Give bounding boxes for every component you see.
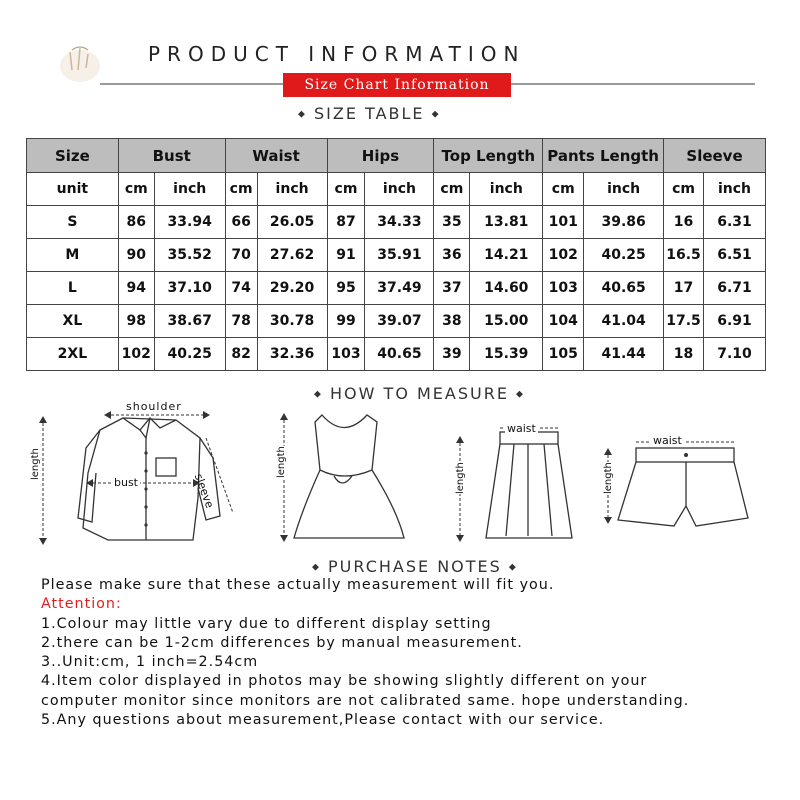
shorts-waist-label: waist <box>653 434 682 447</box>
unit-cell: inch <box>704 173 766 206</box>
table-cell: 38.67 <box>154 305 225 338</box>
table-cell: 102 <box>118 338 154 371</box>
table-cell: 39 <box>434 338 470 371</box>
table-row <box>27 305 766 338</box>
shorts-length-label: length <box>603 462 614 494</box>
unit-cell: inch <box>154 173 225 206</box>
table-row <box>27 338 766 371</box>
table-cell: 40.25 <box>584 239 664 272</box>
table-cell: 15.00 <box>470 305 543 338</box>
sleeve-label: sleeve <box>191 472 217 510</box>
table-cell: 70 <box>225 239 257 272</box>
table-cell: 98 <box>118 305 154 338</box>
unit-row <box>27 173 766 206</box>
brand-logo <box>58 40 108 86</box>
unit-cell: inch <box>470 173 543 206</box>
dress-diagram <box>272 410 422 550</box>
unit-cell: unit <box>27 173 119 206</box>
table-cell: 86 <box>118 206 154 239</box>
table-cell: 30.78 <box>257 305 327 338</box>
table-cell: 6.31 <box>704 206 766 239</box>
dress-length-label: length <box>276 446 287 478</box>
bullet-icon: ◆ <box>431 109 441 120</box>
table-cell: 29.20 <box>257 272 327 305</box>
table-cell: 6.51 <box>704 239 766 272</box>
table-cell: 33.94 <box>154 206 225 239</box>
table-cell: 103 <box>543 272 584 305</box>
note-item: computer monitor since monitors are not calibrated same. hope understanding. <box>41 692 690 709</box>
shirt-diagram <box>28 398 258 548</box>
size-table <box>26 138 766 371</box>
table-cell: 35.91 <box>365 239 434 272</box>
table-cell: 18 <box>664 338 704 371</box>
table-cell: 74 <box>225 272 257 305</box>
table-cell: 39.07 <box>365 305 434 338</box>
table-cell: 16.5 <box>664 239 704 272</box>
how-to-measure-heading <box>314 384 525 403</box>
note-item: 5.Any questions about measurement,Please contact with our service. <box>41 712 605 729</box>
table-cell: 14.21 <box>470 239 543 272</box>
table-cell: 34.33 <box>365 206 434 239</box>
table-header-row <box>27 139 766 173</box>
table-cell: 87 <box>327 206 365 239</box>
table-cell: 14.60 <box>470 272 543 305</box>
skirt-length-label: length <box>455 462 466 494</box>
size-chart-banner: Size Chart Information <box>283 73 511 97</box>
table-cell: 105 <box>543 338 584 371</box>
table-row <box>27 239 766 272</box>
table-cell: 40.65 <box>584 272 664 305</box>
table-cell: 40.65 <box>365 338 434 371</box>
shoulder-label: shoulder <box>126 400 182 413</box>
bullet-icon: ◆ <box>314 389 323 400</box>
table-cell: 37.10 <box>154 272 225 305</box>
table-cell: 37.49 <box>365 272 434 305</box>
unit-cell: cm <box>327 173 365 206</box>
bullet-icon: ◆ <box>508 562 518 573</box>
table-cell: 6.71 <box>704 272 766 305</box>
table-cell: 39.86 <box>584 206 664 239</box>
unit-cell: inch <box>257 173 327 206</box>
table-cell: 41.04 <box>584 305 664 338</box>
table-cell: 41.44 <box>584 338 664 371</box>
column-header: Size <box>27 139 119 173</box>
table-cell: 103 <box>327 338 365 371</box>
table-cell: 15.39 <box>470 338 543 371</box>
page-title: PRODUCT INFORMATION <box>148 42 526 66</box>
unit-cell: inch <box>365 173 434 206</box>
size-label-cell: L <box>27 272 119 305</box>
purchase-notes <box>41 576 689 730</box>
size-label-cell: 2XL <box>27 338 119 371</box>
table-cell: 102 <box>543 239 584 272</box>
unit-cell: inch <box>584 173 664 206</box>
bullet-icon: ◆ <box>298 109 307 120</box>
table-cell: 40.25 <box>154 338 225 371</box>
table-cell: 104 <box>543 305 584 338</box>
table-cell: 37 <box>434 272 470 305</box>
size-table-body <box>27 206 766 371</box>
table-cell: 99 <box>327 305 365 338</box>
table-cell: 7.10 <box>704 338 766 371</box>
unit-cell: cm <box>664 173 704 206</box>
note-item: 4.Item color displayed in photos may be showing slightly different on your <box>41 673 648 690</box>
unit-cell: cm <box>118 173 154 206</box>
table-cell: 66 <box>225 206 257 239</box>
purchase-notes-title: PURCHASE NOTES <box>328 557 502 576</box>
how-to-measure-title: HOW TO MEASURE <box>330 384 509 403</box>
table-cell: 94 <box>118 272 154 305</box>
note-item: 1.Colour may little vary due to different display setting <box>41 615 492 632</box>
table-cell: 17 <box>664 272 704 305</box>
purchase-notes-heading <box>312 557 518 576</box>
column-header: Bust <box>118 139 225 173</box>
unit-cell: cm <box>434 173 470 206</box>
table-cell: 26.05 <box>257 206 327 239</box>
table-cell: 38 <box>434 305 470 338</box>
column-header: Sleeve <box>664 139 766 173</box>
column-header: Hips <box>327 139 434 173</box>
attention-label: Attention: <box>41 596 122 613</box>
note-item: 2.there can be 1-2cm differences by manual measurement. <box>41 634 523 651</box>
bust-label: bust <box>114 476 138 489</box>
table-cell: 82 <box>225 338 257 371</box>
column-header: Top Length <box>434 139 543 173</box>
unit-cell: cm <box>543 173 584 206</box>
shirt-length-label: length <box>30 448 41 480</box>
table-row <box>27 206 766 239</box>
table-cell: 32.36 <box>257 338 327 371</box>
note-item: 3..Unit:cm, 1 inch=2.54cm <box>41 654 259 671</box>
table-cell: 78 <box>225 305 257 338</box>
size-table-title: SIZE TABLE <box>314 104 425 123</box>
table-cell: 13.81 <box>470 206 543 239</box>
size-table-heading <box>298 104 441 123</box>
table-cell: 6.91 <box>704 305 766 338</box>
table-cell: 17.5 <box>664 305 704 338</box>
skirt-waist-label: waist <box>507 422 536 435</box>
size-label-cell: S <box>27 206 119 239</box>
column-header: Pants Length <box>543 139 664 173</box>
table-cell: 101 <box>543 206 584 239</box>
unit-cell: cm <box>225 173 257 206</box>
table-cell: 27.62 <box>257 239 327 272</box>
bullet-icon: ◆ <box>516 389 525 400</box>
table-cell: 35 <box>434 206 470 239</box>
notes-intro: Please make sure that these actually measurement will fit you. <box>41 577 555 593</box>
table-row <box>27 272 766 305</box>
table-cell: 16 <box>664 206 704 239</box>
table-cell: 90 <box>118 239 154 272</box>
size-label-cell: M <box>27 239 119 272</box>
table-cell: 95 <box>327 272 365 305</box>
table-cell: 35.52 <box>154 239 225 272</box>
column-header: Waist <box>225 139 327 173</box>
bullet-icon: ◆ <box>312 562 321 573</box>
table-cell: 91 <box>327 239 365 272</box>
table-cell: 36 <box>434 239 470 272</box>
size-label-cell: XL <box>27 305 119 338</box>
